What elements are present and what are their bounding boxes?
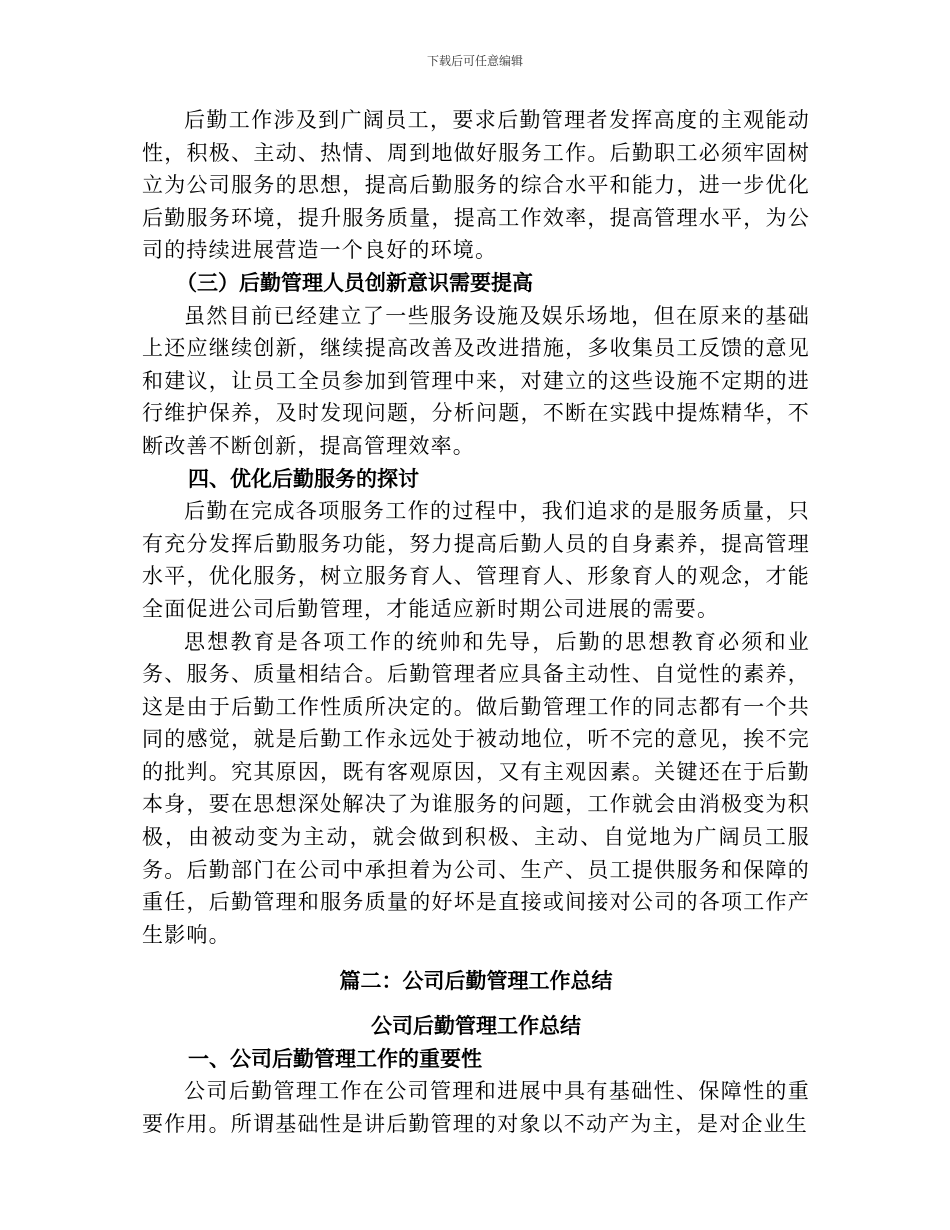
section-heading: 四、优化后勤服务的探讨 (188, 465, 419, 491)
paragraph: 后勤工作涉及到广阔员工，要求后勤管理者发挥高度的主观能动性，积极、主动、热情、周到地做好服务工作。后勤职工必须牢固树立为公司服务的思想，提高后勤服务的综合水平和能力，进一步优化后勤服务环境，提升服务质量，提高工作效率，提高管理水平，为公司的持续进展营造一个良好的环境。 (142, 108, 810, 263)
paragraph: 思想教育是各项工作的统帅和先导，后勤的思想教育必须和业务、服务、质量相结合。后勤管理者应具备主动性、自觉性的素养，这是由于后勤工作性质所决定的。做后勤管理工作的同志都有一个共同的感觉，就是后勤工作永远处于被动地位，听不完的意见，挨不完的批判。究其原因，既有客观原因，又有主观因素。关键还在于后勤本身，要在思想深处解决了为谁服务的问题，工作就会由消极变为积极，由被动变为主动，就会做到积极、主动、自觉地为广阔员工服务。后勤部门在公司中承担着为公司、生产、员工提供服务和保障的重任，后勤管理和服务质量的好坏是直接或间接对公司的各项工作产生影响。 (142, 629, 810, 947)
part-title: 篇二：公司后勤管理工作总结 (339, 968, 613, 994)
section-heading: 一、公司后勤管理工作的重要性 (188, 1045, 482, 1071)
section-heading: （三）后勤管理人员创新意识需要提高 (176, 269, 533, 295)
paragraph: 后勤在完成各项服务工作的过程中，我们追求的是服务质量，只有充分发挥后勤服务功能，努力提高后勤人员的自身素养，提高管理水平，优化服务，树立服务育人、管理育人、形象育人的观念，才能全面促进公司后勤管理，才能适应新时期公司进展的需要。 (142, 499, 810, 621)
document-title: 公司后勤管理工作总结 (371, 1013, 581, 1039)
page-header: 下载后可任意编辑 (426, 54, 523, 68)
document-body (142, 104, 810, 1140)
paragraph: 公司后勤管理工作在公司管理和进展中具有基础性、保障性的重要作用。所谓基础性是讲后勤管理的对象以不动产为主，是对企业生 (142, 1079, 810, 1136)
paragraph: 虽然目前已经建立了一些服务设施及娱乐场地，但在原来的基础上还应继续创新，继续提高改善及改进措施，多收集员工反馈的意见和建议，让员工全员参加到管理中来，对建立的这些设施不定期的进行维护保养，及时发现问题，分析问题，不断在实践中提炼精华，不断改善不断创新，提高管理效率。 (142, 303, 810, 458)
